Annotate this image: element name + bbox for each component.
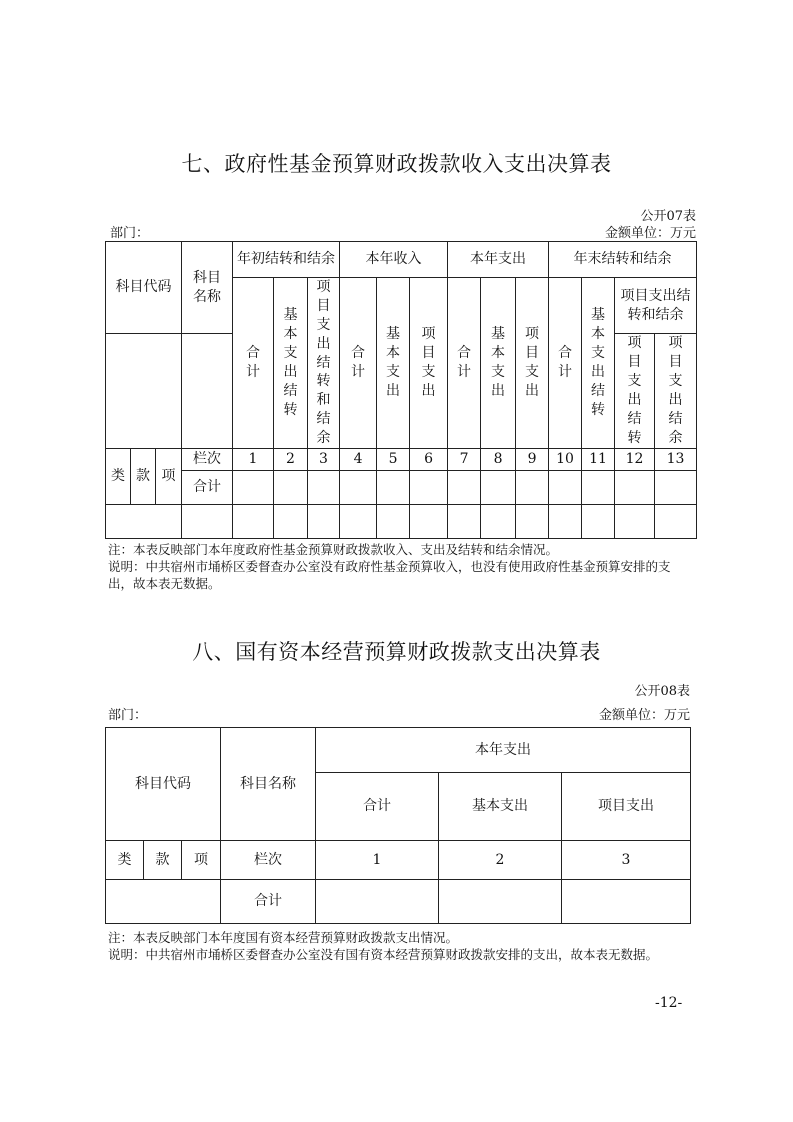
label-total: 合计 bbox=[182, 471, 233, 505]
data-cell bbox=[233, 471, 274, 505]
table8-title: 八、国有资本经营预算财政拨款支出决算表 bbox=[192, 640, 601, 664]
data-cell bbox=[316, 880, 439, 924]
col-number: 11 bbox=[582, 449, 615, 471]
data-cell bbox=[410, 505, 448, 539]
col-number: 5 bbox=[377, 449, 410, 471]
col-number: 1 bbox=[316, 841, 439, 880]
label-lei: 类 bbox=[106, 841, 144, 880]
data-cell bbox=[549, 505, 582, 539]
header-total: 合计 bbox=[316, 773, 439, 841]
header-begin-basic: 基本支出结转 bbox=[274, 278, 308, 449]
data-cell bbox=[340, 471, 377, 505]
table7-unit-label: 金额单位：万元 bbox=[604, 226, 696, 241]
table8-unit-label: 金额单位：万元 bbox=[598, 708, 690, 723]
header-end-project-carry: 项目支出结转 bbox=[615, 334, 655, 449]
page-number: -12- bbox=[655, 995, 683, 1011]
label-lei: 类 bbox=[106, 449, 131, 505]
data-cell bbox=[655, 471, 697, 505]
data-cell bbox=[549, 471, 582, 505]
data-cell bbox=[274, 505, 308, 539]
col-number: 10 bbox=[549, 449, 582, 471]
label-kuan: 款 bbox=[131, 449, 156, 505]
data-cell bbox=[182, 505, 233, 539]
table7-dept-label: 部门： bbox=[110, 226, 150, 241]
header-begin-total: 合计 bbox=[233, 278, 274, 449]
header-begin-group: 年初结转和结余 bbox=[233, 242, 340, 278]
data-cell bbox=[340, 505, 377, 539]
header-project: 项目支出 bbox=[562, 773, 691, 841]
label-xiang: 项 bbox=[182, 841, 221, 880]
header-expense-group: 本年支出 bbox=[316, 728, 691, 773]
header-name: 科目名称 bbox=[182, 242, 233, 334]
header-income-total: 合计 bbox=[340, 278, 377, 449]
data-cell bbox=[233, 505, 274, 539]
table8-number: 公开08表 bbox=[634, 684, 690, 699]
data-cell bbox=[410, 471, 448, 505]
table7-number: 公开07表 bbox=[640, 209, 696, 224]
table8 bbox=[105, 727, 691, 924]
col-number: 3 bbox=[562, 841, 691, 880]
label-kuan: 款 bbox=[144, 841, 182, 880]
header-end-project-balance: 项目支出结余 bbox=[655, 334, 697, 449]
header-expense-total: 合计 bbox=[448, 278, 481, 449]
data-cell bbox=[377, 505, 410, 539]
data-cell bbox=[655, 505, 697, 539]
header-end-group: 年末结转和结余 bbox=[549, 242, 697, 278]
data-cell bbox=[377, 471, 410, 505]
data-cell bbox=[106, 505, 182, 539]
header-name: 科目名称 bbox=[221, 728, 316, 841]
col-number: 2 bbox=[274, 449, 308, 471]
data-cell bbox=[439, 880, 562, 924]
col-number: 13 bbox=[655, 449, 697, 471]
header-code: 科目代码 bbox=[106, 728, 221, 841]
col-number: 8 bbox=[481, 449, 516, 471]
header-end-total: 合计 bbox=[549, 278, 582, 449]
col-number: 1 bbox=[233, 449, 274, 471]
data-cell bbox=[516, 471, 549, 505]
table8-explanation: 说明：中共宿州市埇桥区委督查办公室没有国有资本经营预算财政拨款安排的支出，故本表无数据。 bbox=[108, 947, 659, 962]
header-name-spacer bbox=[182, 334, 233, 449]
data-cell bbox=[481, 471, 516, 505]
col-number: 7 bbox=[448, 449, 481, 471]
header-begin-project: 项目支出结转和结余 bbox=[308, 278, 340, 449]
data-cell bbox=[481, 505, 516, 539]
table8-dept-label: 部门： bbox=[108, 708, 148, 723]
table7-title: 七、政府性基金预算财政拨款收入支出决算表 bbox=[181, 152, 612, 176]
data-cell bbox=[308, 471, 340, 505]
table7-explanation-2: 出，故本表无数据。 bbox=[108, 576, 221, 591]
header-income-project: 项目支出 bbox=[410, 278, 448, 449]
header-income-group: 本年收入 bbox=[340, 242, 448, 278]
table8-note: 注：本表反映部门本年度国有资本经营预算财政拨款支出情况。 bbox=[108, 930, 459, 945]
col-number: 3 bbox=[308, 449, 340, 471]
data-cell bbox=[615, 471, 655, 505]
header-income-basic: 基本支出 bbox=[377, 278, 410, 449]
header-basic: 基本支出 bbox=[439, 773, 562, 841]
data-cell bbox=[516, 505, 549, 539]
header-end-basic: 基本支出结转 bbox=[582, 278, 615, 449]
table7-note: 注：本表反映部门本年度政府性基金预算财政拨款收入、支出及结转和结余情况。 bbox=[108, 542, 559, 557]
data-cell bbox=[582, 471, 615, 505]
col-number: 4 bbox=[340, 449, 377, 471]
data-cell bbox=[448, 471, 481, 505]
data-cell bbox=[562, 880, 691, 924]
table7-explanation-1: 说明：中共宿州市埇桥区委督查办公室没有政府性基金预算收入，也没有使用政府性基金预算安排的支 bbox=[108, 559, 671, 574]
col-number: 9 bbox=[516, 449, 549, 471]
data-cell bbox=[448, 505, 481, 539]
header-end-project-group: 项目支出结转和结余 bbox=[615, 278, 697, 334]
label-total: 合计 bbox=[221, 880, 316, 924]
header-code: 科目代码 bbox=[106, 242, 182, 334]
data-cell bbox=[106, 880, 221, 924]
table7 bbox=[105, 241, 697, 539]
label-xiang: 项 bbox=[156, 449, 182, 505]
header-expense-basic: 基本支出 bbox=[481, 278, 516, 449]
col-number: 2 bbox=[439, 841, 562, 880]
data-cell bbox=[582, 505, 615, 539]
col-number: 12 bbox=[615, 449, 655, 471]
label-lanci: 栏次 bbox=[182, 449, 233, 471]
col-number: 6 bbox=[410, 449, 448, 471]
header-expense-group: 本年支出 bbox=[448, 242, 549, 278]
header-code-spacer bbox=[106, 334, 182, 449]
data-cell bbox=[615, 505, 655, 539]
data-cell bbox=[308, 505, 340, 539]
header-expense-project: 项目支出 bbox=[516, 278, 549, 449]
label-lanci: 栏次 bbox=[221, 841, 316, 880]
data-cell bbox=[274, 471, 308, 505]
